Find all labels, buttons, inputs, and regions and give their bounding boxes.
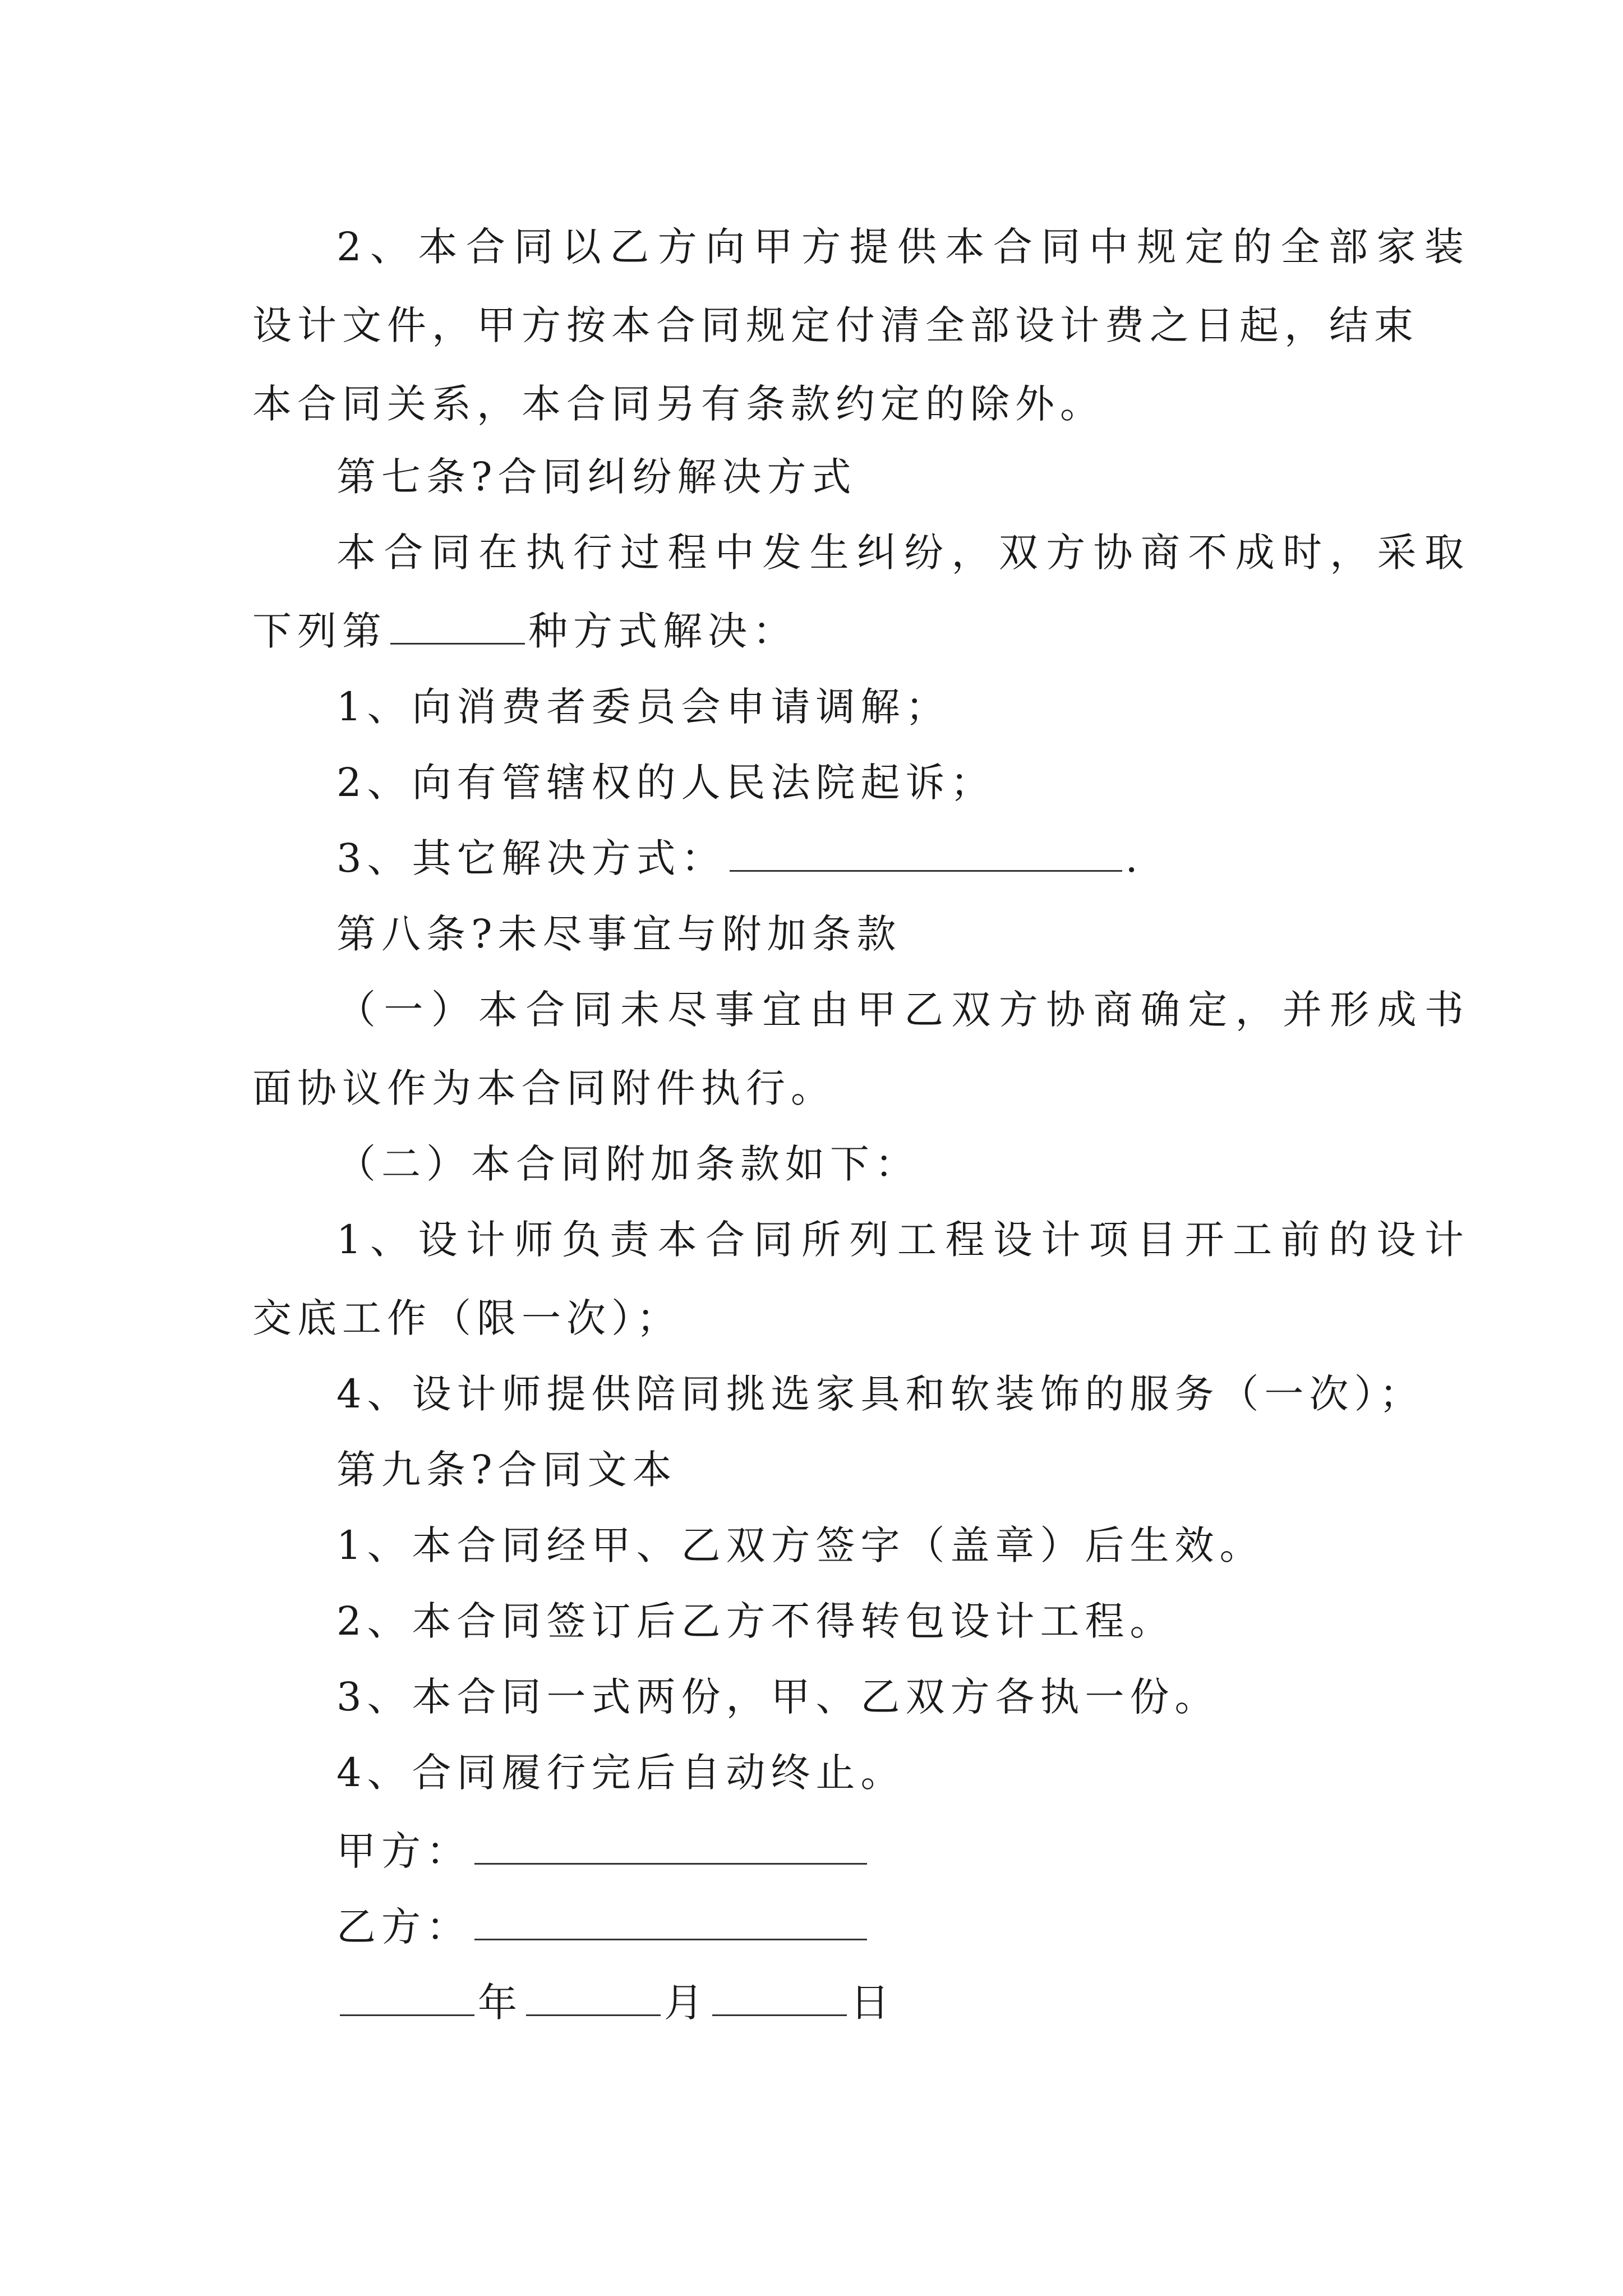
section-heading: 第九条?合同文本 <box>336 1447 677 1493</box>
list-item: 交底工作（限一次）； <box>252 1295 681 1341</box>
line-text: 3、其它解决方式： <box>336 835 726 881</box>
fill-blank <box>712 1975 847 2016</box>
paragraph-line <box>252 603 1385 659</box>
signature-date <box>336 1975 1469 2031</box>
paragraph-line: （二）本合同附加条款如下： <box>336 1141 920 1187</box>
signature-party-b <box>336 1899 1469 1955</box>
list-item: 3、本合同一式两份，甲、乙双方各执一份。 <box>336 1674 1220 1720</box>
signature-party-a <box>336 1823 1469 1879</box>
day-label: 日 <box>850 1980 895 2026</box>
line-text: 种方式解决： <box>528 608 797 654</box>
list-item: 1、设计师负责本合同所列工程设计项目开工前的设计 <box>336 1217 1469 1263</box>
line-text: . <box>1125 835 1144 881</box>
paragraph-line: 2、本合同以乙方向甲方提供本合同中规定的全部家装 <box>336 224 1469 270</box>
paragraph-line: 本合同关系，本合同另有条款约定的除外。 <box>252 381 1105 427</box>
line-text: 下列第 <box>252 608 387 654</box>
list-item: 1、向消费者委员会申请调解； <box>336 684 951 730</box>
fill-blank <box>340 1975 474 2016</box>
fill-blank <box>526 1975 661 2016</box>
section-heading: 第七条?合同纠纷解决方式 <box>336 454 857 500</box>
paragraph-line: 本合同在执行过程中发生纠纷，双方协商不成时，采取 <box>336 530 1469 576</box>
paragraph-line: 设计文件，甲方按本合同规定付清全部设计费之日起，结束 <box>252 302 1419 348</box>
list-item: 1、本合同经甲、乙双方签字（盖章）后生效。 <box>336 1522 1265 1568</box>
section-heading: 第八条?未尽事宜与附加条款 <box>336 911 902 957</box>
list-item <box>336 830 1469 886</box>
paragraph-line: （一）本合同未尽事宜由甲乙双方协商确定，并形成书 <box>336 987 1469 1033</box>
list-item: 2、本合同签订后乙方不得转包设计工程。 <box>336 1598 1175 1644</box>
paragraph-line: 面协议作为本合同附件执行。 <box>252 1065 836 1111</box>
list-item: 4、合同履行完后自动终止。 <box>336 1750 906 1796</box>
year-label: 年 <box>478 1980 523 2026</box>
fill-blank <box>730 831 1122 872</box>
list-item: 2、向有管辖权的人民法院起诉； <box>336 760 995 806</box>
party-b-label: 乙方： <box>336 1904 471 1950</box>
fill-blank <box>390 604 525 645</box>
list-item: 4、设计师提供陪同挑选家具和软装饰的服务（一次）； <box>336 1371 1424 1417</box>
party-a-label: 甲方： <box>336 1828 471 1874</box>
fill-blank <box>474 1824 867 1865</box>
month-label: 月 <box>664 1980 709 2026</box>
fill-blank <box>474 1899 867 1940</box>
